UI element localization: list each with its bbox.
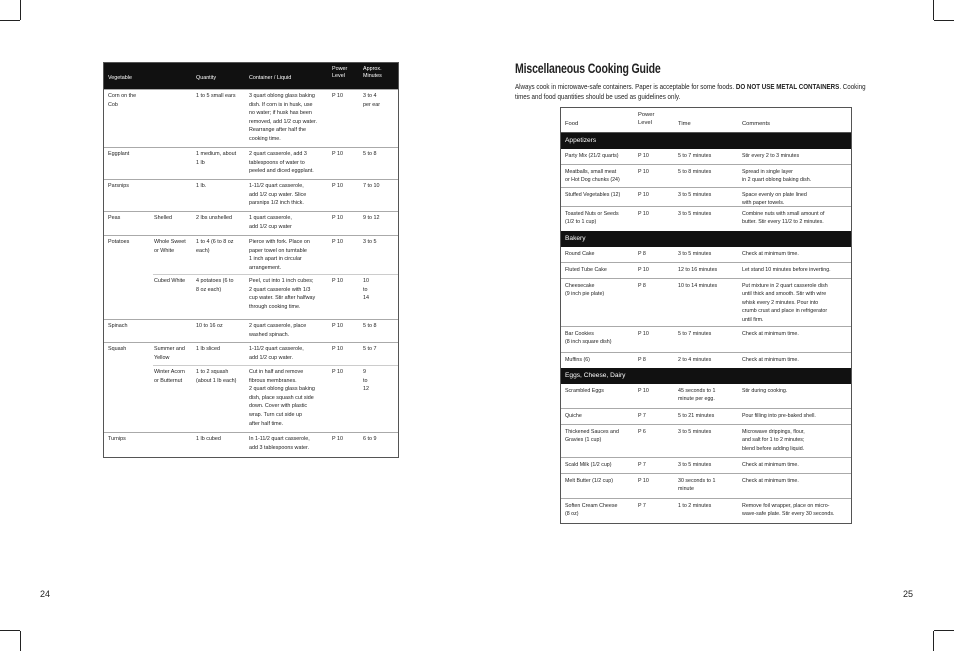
food-cell-comments: Check at minimum time. xyxy=(742,478,799,484)
food-row xyxy=(561,326,851,352)
food-cell-time: 12 to 16 minutes xyxy=(678,267,718,273)
food-cell-food: Muffins (6) xyxy=(565,357,590,363)
food-cell-power: P 8 xyxy=(638,357,646,363)
vegetable-cell-qty: 1 lb. xyxy=(196,183,207,189)
vegetable-cell-type: Whole Sweet or White xyxy=(154,239,186,254)
header-power-level: Power Level xyxy=(638,112,655,126)
vegetable-cell-container: 2 quart casserole, place washed spinach. xyxy=(249,323,307,338)
vegetable-row xyxy=(153,274,398,319)
vegetable-cell-power: P 10 xyxy=(332,93,343,99)
vegetable-cell-container: 1 quart casserole, add 1/2 cup water xyxy=(249,215,292,230)
vegetable-cell-veg: Eggplant xyxy=(108,151,130,157)
vegetable-cell-mins: 5 to 8 xyxy=(363,151,377,157)
vegetable-cell-mins: 3 to 5 xyxy=(363,239,377,245)
vegetable-cell-container: 3 quart oblong glass baking dish. If corn is in husk, use no water; if husk has been removed, add 1/2 cup water. Rearrange after half the cooking time. xyxy=(249,93,318,142)
vegetable-cell-container: Peel, cut into 1 inch cubes; 2 quart casserole with 1/3 cup water. Stir after halfway through cooking time. xyxy=(249,278,316,310)
food-cell-time: 3 to 5 minutes xyxy=(678,462,712,468)
food-cell-comments: Let stand 10 minutes before inverting. xyxy=(742,267,831,273)
vegetable-cell-power: P 10 xyxy=(332,323,343,329)
vegetable-cell-veg: Turnips xyxy=(108,436,126,442)
food-cell-comments: Check at minimum time. xyxy=(742,331,799,337)
vegetable-cell-qty: 1 to 2 squash (about 1 lb each) xyxy=(196,369,237,384)
food-cell-time: 5 to 7 minutes xyxy=(678,153,712,159)
intro-text xyxy=(515,82,868,102)
page-number-right: 25 xyxy=(903,589,914,599)
food-cell-food: Round Cake xyxy=(565,251,595,257)
food-cell-time: 30 seconds to 1 minute xyxy=(678,478,716,493)
vegetable-row xyxy=(104,432,398,457)
crop-mark xyxy=(934,20,954,21)
section-rows xyxy=(561,384,851,523)
food-cell-comments: Check at minimum time. xyxy=(742,462,799,468)
food-row xyxy=(561,473,851,498)
food-cell-power: P 10 xyxy=(638,388,649,394)
food-cell-power: P 7 xyxy=(638,462,646,468)
food-cell-food: Fluted Tube Cake xyxy=(565,267,607,273)
food-cell-time: 3 to 5 minutes xyxy=(678,192,712,198)
vegetable-cooking-table xyxy=(103,62,399,458)
section-rows xyxy=(561,247,851,368)
crop-mark xyxy=(20,631,21,651)
section-header: Appetizers xyxy=(561,133,851,149)
header-minutes: Approx. Minutes xyxy=(363,66,382,79)
section-rows xyxy=(561,149,851,231)
food-cell-time: 5 to 7 minutes xyxy=(678,331,712,337)
food-row xyxy=(561,352,851,368)
food-cell-power: P 10 xyxy=(638,169,649,175)
food-row xyxy=(561,247,851,262)
food-cell-power: P 10 xyxy=(638,211,649,217)
vegetable-cell-qty: 1 lb cubed xyxy=(196,436,221,442)
header-food: Food xyxy=(565,121,579,127)
header-time: Time xyxy=(678,121,691,127)
food-cell-time: 2 to 4 minutes xyxy=(678,357,712,363)
vegetable-cell-mins: 10 to 14 xyxy=(363,278,369,302)
food-cell-power: P 10 xyxy=(638,153,649,159)
vegetable-cell-power: P 10 xyxy=(332,215,343,221)
food-cell-time: 5 to 8 minutes xyxy=(678,169,712,175)
food-cell-comments: Spread in single layer in 2 quart oblong baking dish. xyxy=(742,169,812,184)
food-cell-comments: Stir during cooking. xyxy=(742,388,788,394)
header-vegetable: Vegetable xyxy=(108,75,132,81)
food-row xyxy=(561,187,851,206)
food-cell-food: Thickened Sauces and Gravies (1 cup) xyxy=(565,429,619,444)
vegetable-cell-power: P 10 xyxy=(332,183,343,189)
food-row xyxy=(561,457,851,473)
food-cell-time: 10 to 14 minutes xyxy=(678,283,718,289)
food-row xyxy=(561,408,851,424)
vegetable-cell-mins: 7 to 10 xyxy=(363,183,380,189)
vegetable-cell-qty: 1 to 5 small ears xyxy=(196,93,236,99)
section-header: Eggs, Cheese, Dairy xyxy=(561,368,851,384)
crop-mark xyxy=(20,0,21,20)
crop-mark xyxy=(933,0,934,20)
vegetable-row xyxy=(104,342,398,365)
food-cell-power: P 8 xyxy=(638,251,646,257)
vegetable-row xyxy=(104,89,398,147)
food-cell-comments: Check at minimum time. xyxy=(742,357,799,363)
vegetable-cell-type: Summer and Yellow xyxy=(154,346,185,361)
vegetable-row xyxy=(104,179,398,211)
vegetable-cell-qty: 1 medium, about 1 lb xyxy=(196,151,237,166)
food-cell-power: P 10 xyxy=(638,331,649,337)
vegetable-cell-qty: 1 lb sliced xyxy=(196,346,220,352)
vegetable-cell-veg: Squash xyxy=(108,346,127,352)
header-comments: Comments xyxy=(742,121,771,127)
vegetable-cell-container: Pierce with fork. Place on paper towel on turntable 1 inch apart in circular arrangement. xyxy=(249,239,310,271)
vegetable-cell-container: In 1-11/2 quart casserole, add 3 tablespoons water. xyxy=(249,436,310,451)
vegetable-cell-power: P 10 xyxy=(332,151,343,157)
food-cell-time: 1 to 2 minutes xyxy=(678,503,712,509)
vegetable-cell-container: 2 quart casserole, add 3 tablespoons of water to peeled and diced eggplant. xyxy=(249,151,314,175)
food-cell-food: Bar Cookies (8 inch square dish) xyxy=(565,331,612,346)
food-cell-power: P 10 xyxy=(638,267,649,273)
vegetable-table-header xyxy=(104,63,398,89)
intro-warning: DO NOT USE METAL CONTAINERS xyxy=(735,82,840,91)
intro-text-part1: Always cook in microwave-safe containers. Paper is acceptable for some foods. xyxy=(515,82,736,91)
food-cell-food: Quiche xyxy=(565,413,582,419)
food-cell-food: Stuffed Vegetables (12) xyxy=(565,192,621,198)
page-title: Miscellaneous Cooking Guide xyxy=(515,61,661,76)
vegetable-cell-container: 1-11/2 quart casserole, add 1/2 cup water. Slice parsnips 1/2 inch thick. xyxy=(249,183,307,207)
food-cell-food: Melt Butter (1/2 cup) xyxy=(565,478,613,484)
food-cell-power: P 10 xyxy=(638,192,649,198)
vegetable-row xyxy=(104,211,398,235)
vegetable-cell-container: 1-11/2 quart casserole, add 1/2 cup water. xyxy=(249,346,304,361)
food-cell-time: 3 to 5 minutes xyxy=(678,429,712,435)
food-row xyxy=(561,164,851,187)
vegetable-cell-veg: Peas xyxy=(108,215,121,221)
misc-table-body xyxy=(561,133,851,523)
food-row xyxy=(561,498,851,523)
vegetable-cell-power: P 10 xyxy=(332,278,343,284)
vegetable-row xyxy=(153,365,398,432)
food-cell-food: Party Mix (21/2 quarts) xyxy=(565,153,619,159)
crop-mark xyxy=(934,630,954,631)
vegetable-cell-veg: Potatoes xyxy=(108,239,130,245)
vegetable-cell-mins: 6 to 9 xyxy=(363,436,377,442)
vegetable-cell-qty: 10 to 16 oz xyxy=(196,323,223,329)
vegetable-cell-power: P 10 xyxy=(332,436,343,442)
crop-mark xyxy=(0,630,20,631)
page-number-left: 24 xyxy=(40,589,51,599)
vegetable-cell-type: Cubed White xyxy=(154,278,186,284)
vegetable-cell-container: Cut in half and remove fibrous membranes. 2 quart oblong glass baking dish, place squash cut side down. Cover with plastic wrap. Turn cut side up after half time. xyxy=(249,369,315,427)
misc-cooking-table xyxy=(560,107,852,524)
food-cell-time: 45 seconds to 1 minute per egg. xyxy=(678,388,716,403)
food-cell-food: Scrambled Eggs xyxy=(565,388,604,394)
food-row xyxy=(561,424,851,457)
food-cell-comments: Combine nuts with small amount of butter. Stir every 11/2 to 2 minutes. xyxy=(742,211,825,226)
vegetable-cell-mins: 3 to 4 per ear xyxy=(363,93,381,108)
vegetable-cell-veg: Parsnips xyxy=(108,183,129,189)
vegetable-cell-qty: 2 lbs unshelled xyxy=(196,215,232,221)
vegetable-row xyxy=(104,147,398,179)
food-cell-time: 3 to 5 minutes xyxy=(678,251,712,257)
food-cell-comments: Remove foil wrapper, place on micro- wave-safe plate. Stir every 30 seconds. xyxy=(742,503,835,518)
food-cell-time: 5 to 21 minutes xyxy=(678,413,715,419)
vegetable-cell-power: P 10 xyxy=(332,239,343,245)
food-cell-food: Scald Milk (1/2 cup) xyxy=(565,462,612,468)
food-cell-comments: Stir every 2 to 3 minutes xyxy=(742,153,800,159)
food-row xyxy=(561,206,851,231)
food-cell-power: P 7 xyxy=(638,413,646,419)
vegetable-cell-type: Winter Acorn or Butternut xyxy=(154,369,185,384)
food-cell-food: Toasted Nuts or Seeds (1/2 to 1 cup) xyxy=(565,211,619,226)
food-cell-power: P 7 xyxy=(638,503,646,509)
vegetable-cell-mins: 5 to 7 xyxy=(363,346,377,352)
food-cell-comments: Space evenly on plate lined with paper towels. xyxy=(742,192,807,207)
food-row xyxy=(561,262,851,278)
food-cell-power: P 10 xyxy=(638,478,649,484)
vegetable-cell-mins: 9 to 12 xyxy=(363,369,369,393)
food-row xyxy=(561,384,851,408)
vegetable-cell-qty: 1 to 4 (6 to 8 oz each) xyxy=(196,239,234,254)
food-cell-comments: Microwave drippings, flour, and salt for 1 to 2 minutes; blend before adding liquid. xyxy=(742,429,805,452)
food-cell-food: Soften Cream Cheese (8 oz) xyxy=(565,503,618,518)
food-cell-comments: Check at minimum time. xyxy=(742,251,799,257)
header-container: Container / Liquid xyxy=(249,75,292,81)
food-cell-comments: Pour filling into pre-baked shell. xyxy=(742,413,816,419)
intro-text-part2: . Cooking times and food quantities should be used as guidelines only. xyxy=(515,82,866,101)
food-cell-power: P 6 xyxy=(638,429,646,435)
crop-mark xyxy=(933,631,934,651)
vegetable-cell-mins: 9 to 12 xyxy=(363,215,380,221)
misc-table-header xyxy=(561,108,851,133)
section-header: Bakery xyxy=(561,231,851,247)
vegetable-table-body xyxy=(104,89,398,457)
food-cell-comments: Put mixture in 2 quart casserole dish until thick and smooth. Stir with wire whisk every 2 minutes. Pour into crumb crust and place in refrigerator until firm. xyxy=(742,283,828,323)
food-cell-food: Meatballs, small meat or Hot Dog chunks (24) xyxy=(565,169,620,184)
food-row xyxy=(561,149,851,164)
vegetable-cell-type: Shelled xyxy=(154,215,172,221)
food-cell-food: Cheesecake (9 inch pie plate) xyxy=(565,283,605,298)
food-row xyxy=(561,278,851,326)
header-quantity: Quantity xyxy=(196,75,217,81)
header-power: Power Level xyxy=(332,66,348,79)
vegetable-cell-power: P 10 xyxy=(332,346,343,352)
vegetable-cell-veg: Corn on the Cob xyxy=(108,93,137,108)
food-cell-time: 3 to 5 minutes xyxy=(678,211,712,217)
crop-mark xyxy=(0,20,20,21)
vegetable-cell-qty: 4 potatoes (6 to 8 oz each) xyxy=(196,278,234,293)
food-cell-power: P 8 xyxy=(638,283,646,289)
vegetable-cell-veg: Spinach xyxy=(108,323,128,329)
vegetable-row xyxy=(104,235,398,274)
vegetable-cell-mins: 5 to 8 xyxy=(363,323,377,329)
vegetable-row xyxy=(104,319,398,342)
vegetable-cell-power: P 10 xyxy=(332,369,343,375)
